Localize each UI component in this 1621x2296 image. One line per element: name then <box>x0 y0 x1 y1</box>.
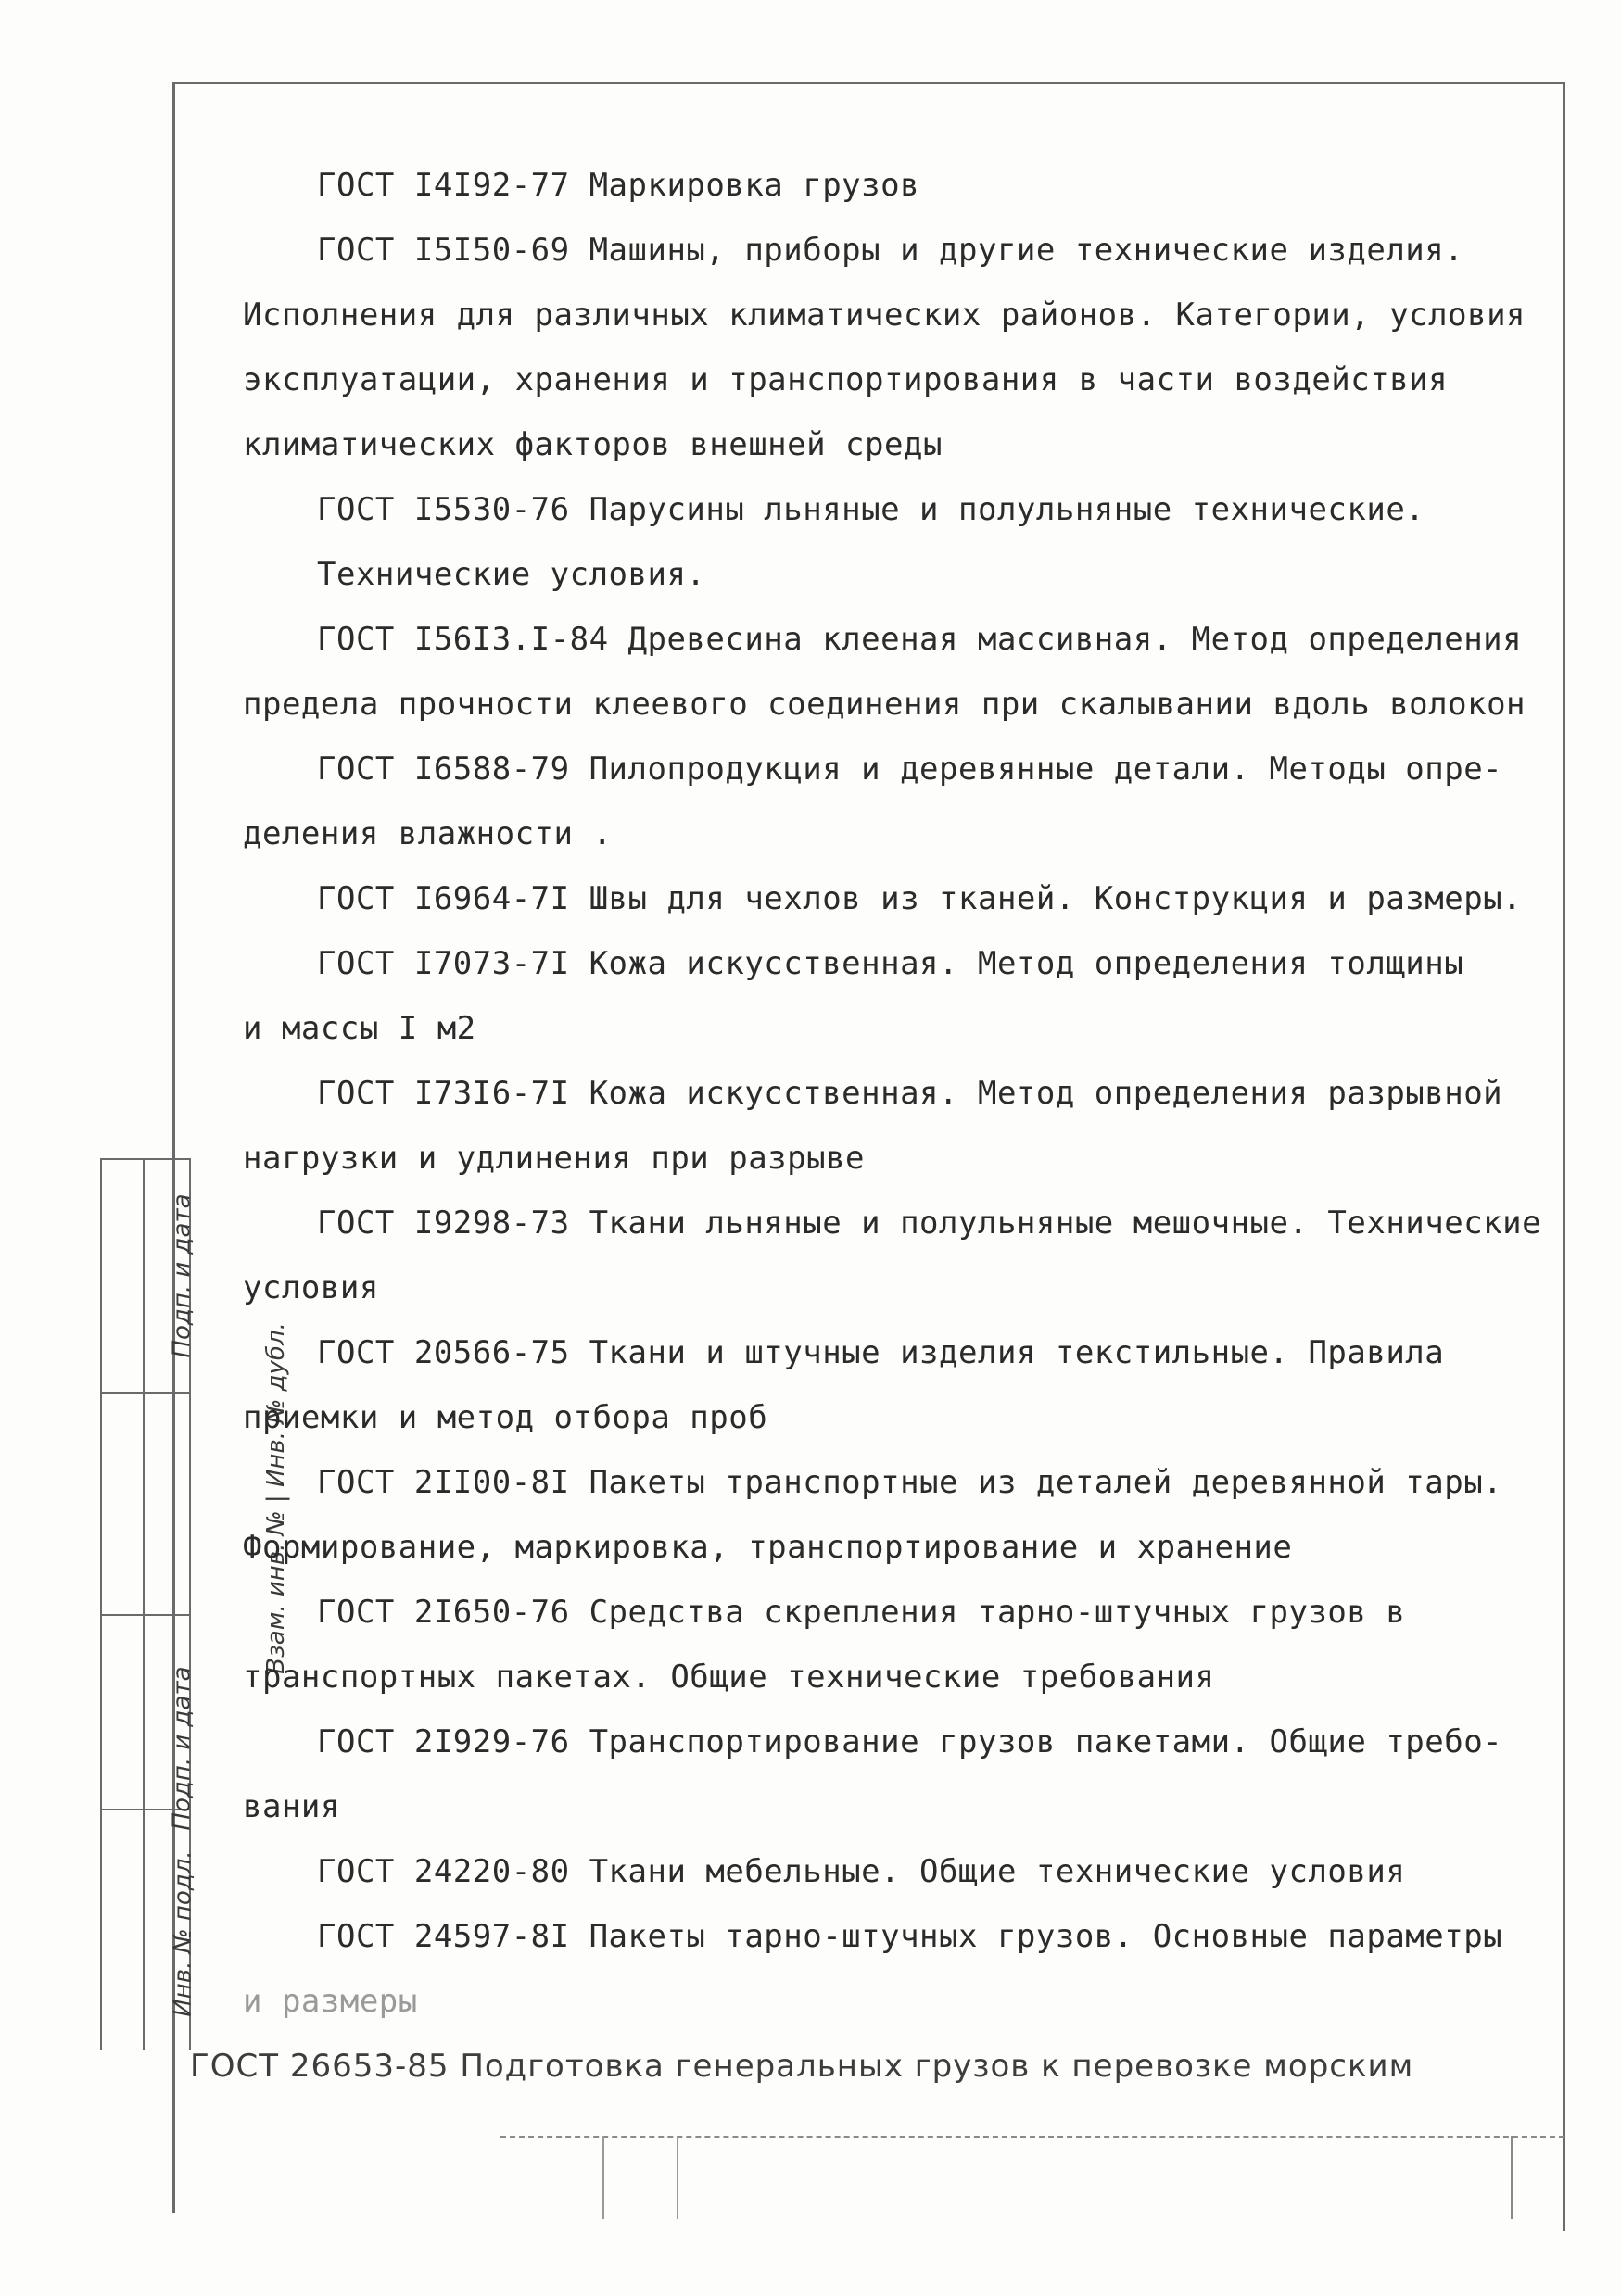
text-line: деления влажности . <box>243 815 613 852</box>
text-line: нагрузки и удлинения при разрыве <box>243 1140 866 1177</box>
text-line: Формирование, маркировка, транспортирование и хранение <box>243 1529 1293 1566</box>
margin-stamp-label: Взам. инв. № | Инв. № дубл. <box>261 1322 290 1674</box>
text-line: ГОСТ 20566-75 Ткани и штучные изделия текстильные. Правила <box>317 1334 1445 1371</box>
text-line: климатических факторов внешней среды <box>243 426 943 463</box>
text-line: и массы I м2 <box>243 1010 476 1047</box>
text-line: ГОСТ I6588-79 Пилопродукция и деревянные детали. Методы опре- <box>317 751 1503 788</box>
text-line: ГОСТ 2I929-76 Транспортирование грузов пакетами. Общие требо- <box>317 1723 1503 1760</box>
text-line: ГОСТ 24597-8I Пакеты тарно-штучных грузов. Основные параметры <box>317 1918 1503 1955</box>
text-line: вания <box>243 1788 340 1825</box>
text-line: и размеры <box>243 1983 418 2020</box>
text-line: ГОСТ 26653-85 Подготовка генеральных грузов к перевозке морским <box>190 2048 1414 2085</box>
text-line: ГОСТ 2II00-8I Пакеты транспортные из деталей деревянной тары. <box>317 1464 1503 1501</box>
margin-stamp-divider <box>143 1160 145 2050</box>
text-line: ГОСТ I56I3.I-84 Древесина клееная массивная. Метод определения <box>317 621 1523 658</box>
text-line: ГОСТ I7073-7I Кожа искусственная. Метод определения толщины <box>317 945 1464 982</box>
sheet-number-box <box>1511 2136 1564 2219</box>
text-line: предела прочности клеевого соединения при скалывании вдоль волокон <box>243 686 1526 723</box>
margin-stamp-label: Подп. и дата <box>168 1666 196 1831</box>
text-line: условия <box>243 1269 379 1306</box>
text-line: приемки и метод отбора проб <box>243 1399 768 1436</box>
text-line: транспортных пакетах. Общие технические требования <box>243 1659 1215 1696</box>
margin-stamp-divider <box>102 1614 189 1616</box>
text-line: ГОСТ I5530-76 Парусины льняные и полульняные технические. <box>317 491 1425 528</box>
margin-stamp-divider <box>102 1392 189 1394</box>
frame-right-border <box>1563 82 1565 2231</box>
text-line: ГОСТ I9298-73 Ткани льняные и полульняные мешочные. Технические <box>317 1205 1542 1242</box>
text-line: эксплуатации, хранения и транспортирования в части воздействия <box>243 361 1449 398</box>
text-line: ГОСТ I5I50-69 Машины, приборы и другие технические изделия. <box>317 232 1464 269</box>
title-block-cell <box>500 2136 604 2219</box>
margin-stamp-label: Инв. № подл. <box>169 1850 197 2017</box>
text-line: ГОСТ 2I650-76 Средства скрепления тарно-штучных грузов в <box>317 1594 1406 1631</box>
title-block-cell <box>602 2136 678 2219</box>
text-line: ГОСТ I73I6-7I Кожа искусственная. Метод определения разрывной <box>317 1075 1503 1112</box>
frame-top-border <box>172 82 1563 84</box>
text-line: ГОСТ I4I92-77 Маркировка грузов <box>317 167 920 204</box>
text-line: Исполнения для различных климатических районов. Категории, условия <box>243 296 1526 334</box>
text-line: ГОСТ I6964-7I Швы для чехлов из тканей. Конструкция и размеры. <box>317 880 1523 917</box>
margin-stamp-column <box>100 1158 290 2050</box>
text-line: ГОСТ 24220-80 Ткани мебельные. Общие технические условия <box>317 1853 1406 1890</box>
margin-stamp-label: Подп. и дата <box>168 1193 196 1358</box>
text-line: Технические условия. <box>317 556 706 593</box>
